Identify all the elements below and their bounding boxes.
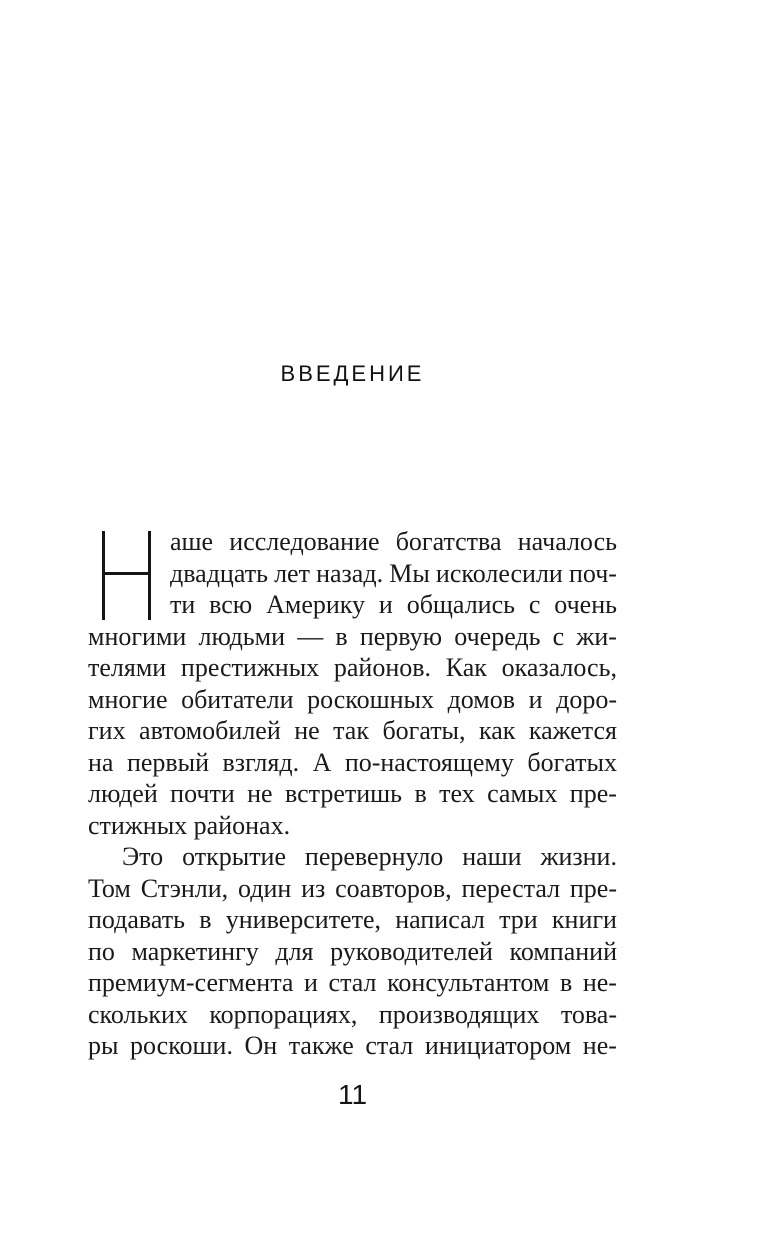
text-line: гих автомобилей не так богаты, как кажется bbox=[88, 716, 617, 745]
body-text bbox=[88, 526, 617, 1062]
text-line: подавать в университете, написал три книги bbox=[88, 905, 617, 934]
text-line: стижных районах. bbox=[88, 810, 291, 840]
text-line: ры роскоши. Он также стал инициатором не- bbox=[88, 1031, 617, 1060]
text-line: на первый взгляд. А по-настоящему богатых bbox=[88, 747, 617, 777]
text-line: Это открытие перевернуло наши жизни. bbox=[122, 842, 617, 871]
text-line: аше исследование богатства началось bbox=[170, 527, 617, 556]
text-line: многие обитатели роскошных домов и доро- bbox=[88, 684, 617, 714]
text-line: скольких корпорациях, производящих това- bbox=[88, 999, 617, 1029]
text-line: премиум-сегмента и стал консультантом в не- bbox=[88, 968, 617, 997]
text-line: телями престижных районов. Как оказалось, bbox=[88, 653, 617, 682]
chapter-heading: ВВЕДЕНИЕ bbox=[280, 361, 425, 386]
text-line: по маркетингу для руководителей компаний bbox=[88, 936, 617, 966]
page-number: 11 bbox=[337, 1079, 368, 1110]
text-line: многими людьми — в первую очередь с жи- bbox=[88, 621, 617, 651]
text-line: людей почти не встретишь в тех самых пре- bbox=[88, 779, 617, 808]
text-line: ти всю Америку и общались с очень bbox=[170, 590, 617, 619]
text-line: двадцать лет назад. Мы исколесили поч- bbox=[170, 558, 617, 588]
text-line: Том Стэнли, один из соавторов, перестал пре- bbox=[88, 873, 617, 903]
